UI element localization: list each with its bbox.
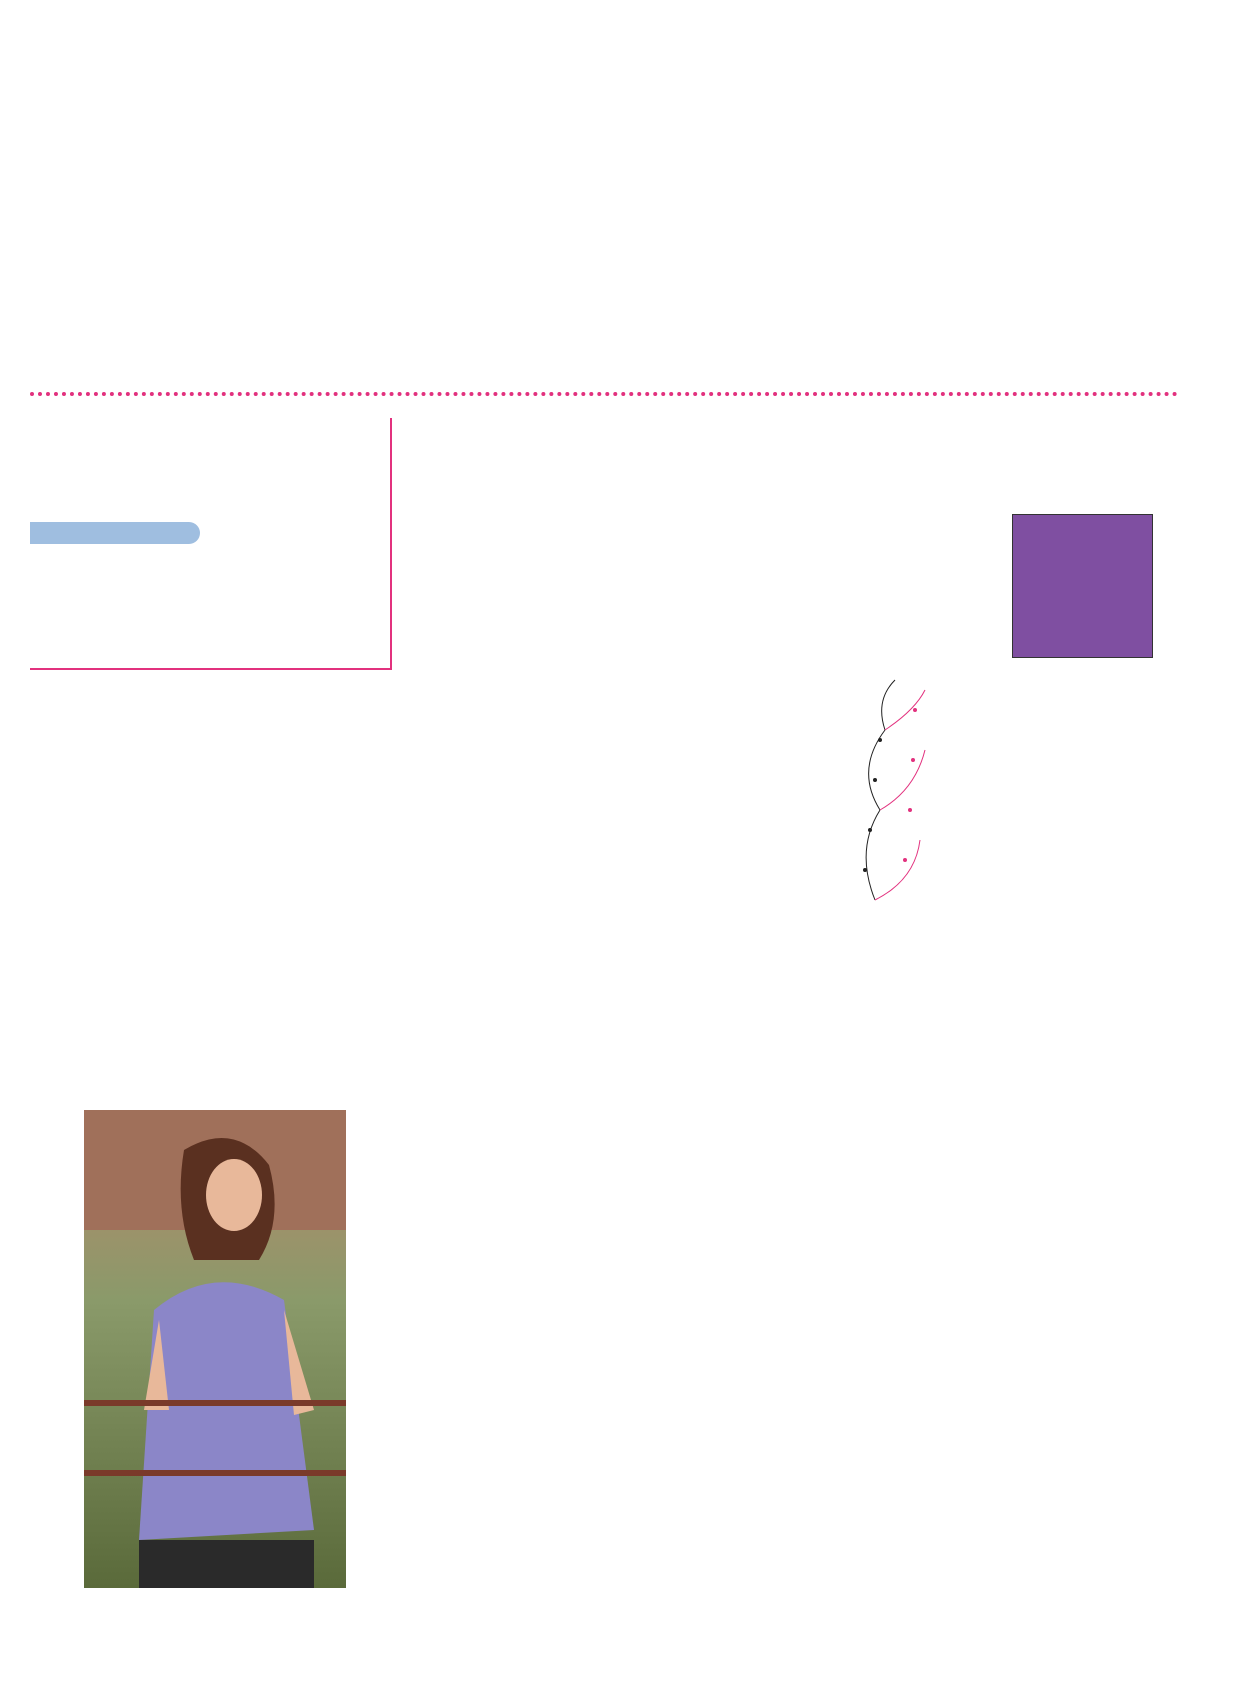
left-column-lower	[30, 670, 388, 686]
lace-chart	[420, 940, 1040, 1580]
title-box	[30, 418, 392, 670]
model-photo	[84, 1110, 346, 1588]
tape-diagram	[835, 670, 975, 920]
need-badge	[30, 522, 200, 544]
garment-schematic	[1012, 514, 1153, 658]
middle-column-lower	[412, 418, 750, 434]
section-divider	[30, 392, 1178, 396]
top-column-3	[795, 78, 1140, 94]
